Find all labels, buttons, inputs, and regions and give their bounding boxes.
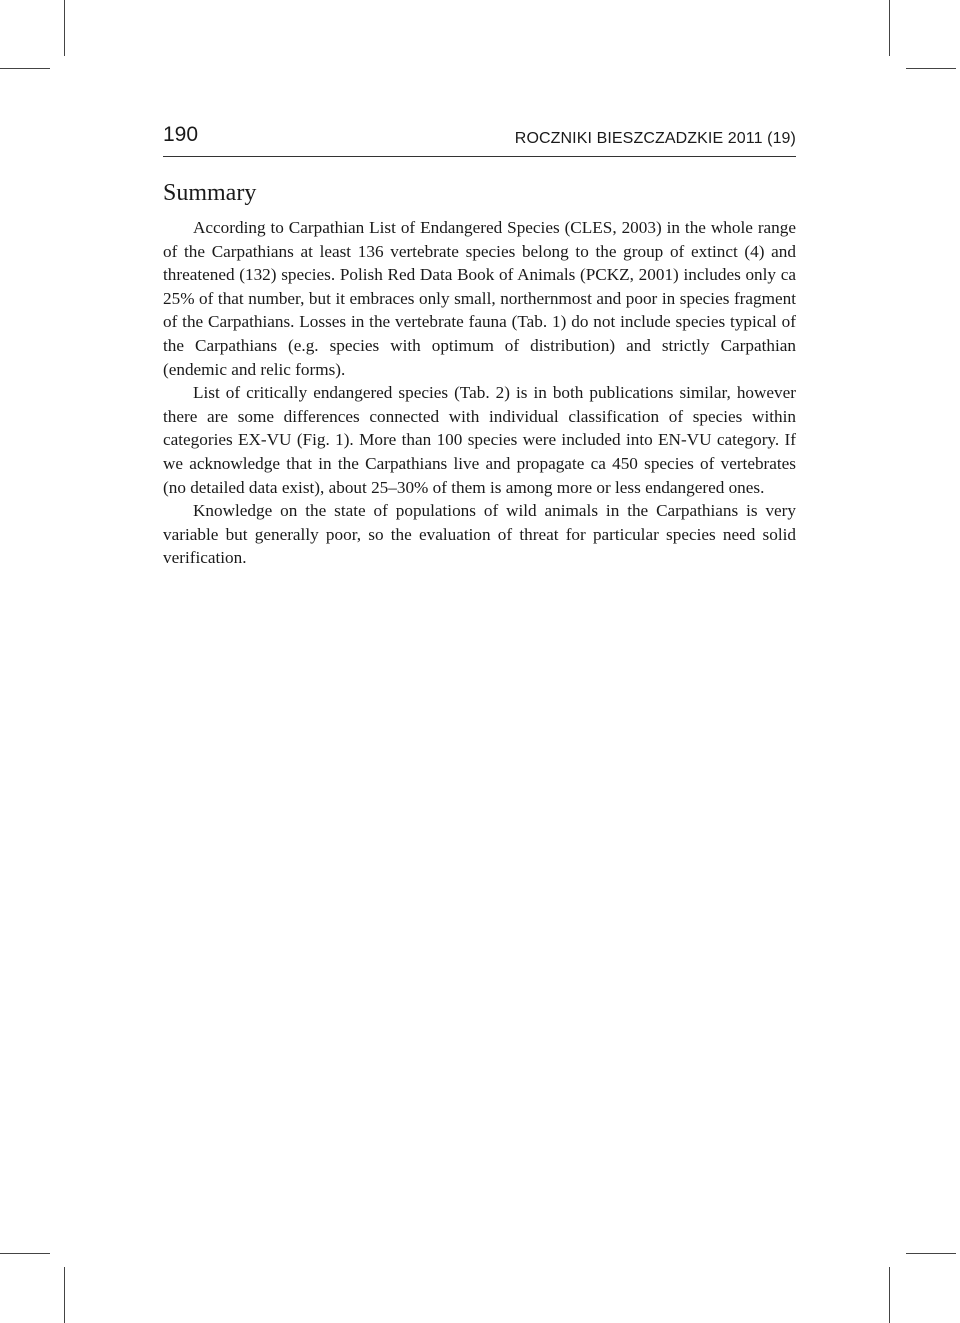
crop-mark-bottom-right-vertical bbox=[889, 1267, 890, 1323]
crop-mark-bottom-left-horizontal bbox=[0, 1253, 50, 1254]
crop-mark-top-left-vertical bbox=[64, 0, 65, 56]
crop-mark-top-right-vertical bbox=[889, 0, 890, 56]
crop-mark-top-right-horizontal bbox=[906, 68, 956, 69]
journal-title: ROCZNIKI BIESZCZADZKIE 2011 (19) bbox=[514, 130, 796, 147]
paragraph: According to Carpathian List of Endangered Species (CLES, 2003) in the whole range of the Carpathians at least 136 vertebrate species belong to the group of extinct (4) and threatened (132) species. Polish Red Data Book of Animals (PCKZ, 2001) includes only ca 25% of that number, but it embraces only small, northernmost and poor in species fragment of the Carpathians. Losses in the vertebrate fauna (Tab. 1) do not include species typical of the Carpathians (e.g. species with optimum of distribution) and strictly Carpathian (endemic and relic forms). bbox=[163, 218, 796, 379]
running-head bbox=[163, 118, 796, 157]
page-number: 190 bbox=[163, 123, 199, 146]
paragraph: List of critically endangered species (Tab. 2) is in both publications similar, however there are some differences connected with individual classification of species within categories EX-VU (Fig. 1). More than 100 species were included into EN-VU category. If we acknowledge that in the Carpathians live and propagate ca 450 species of vertebrates (no detailed data exist), about 25–30% of them is among more or less endangered ones. bbox=[163, 383, 796, 497]
crop-mark-top-left-horizontal bbox=[0, 68, 50, 69]
paragraph: Knowledge on the state of populations of wild animals in the Carpathians is very variable but generally poor, so the evaluation of threat for particular species need solid verification. bbox=[163, 501, 796, 568]
section-heading: Summary bbox=[163, 180, 257, 206]
summary-body bbox=[163, 216, 796, 570]
crop-mark-bottom-left-vertical bbox=[64, 1267, 65, 1323]
crop-mark-bottom-right-horizontal bbox=[906, 1253, 956, 1254]
